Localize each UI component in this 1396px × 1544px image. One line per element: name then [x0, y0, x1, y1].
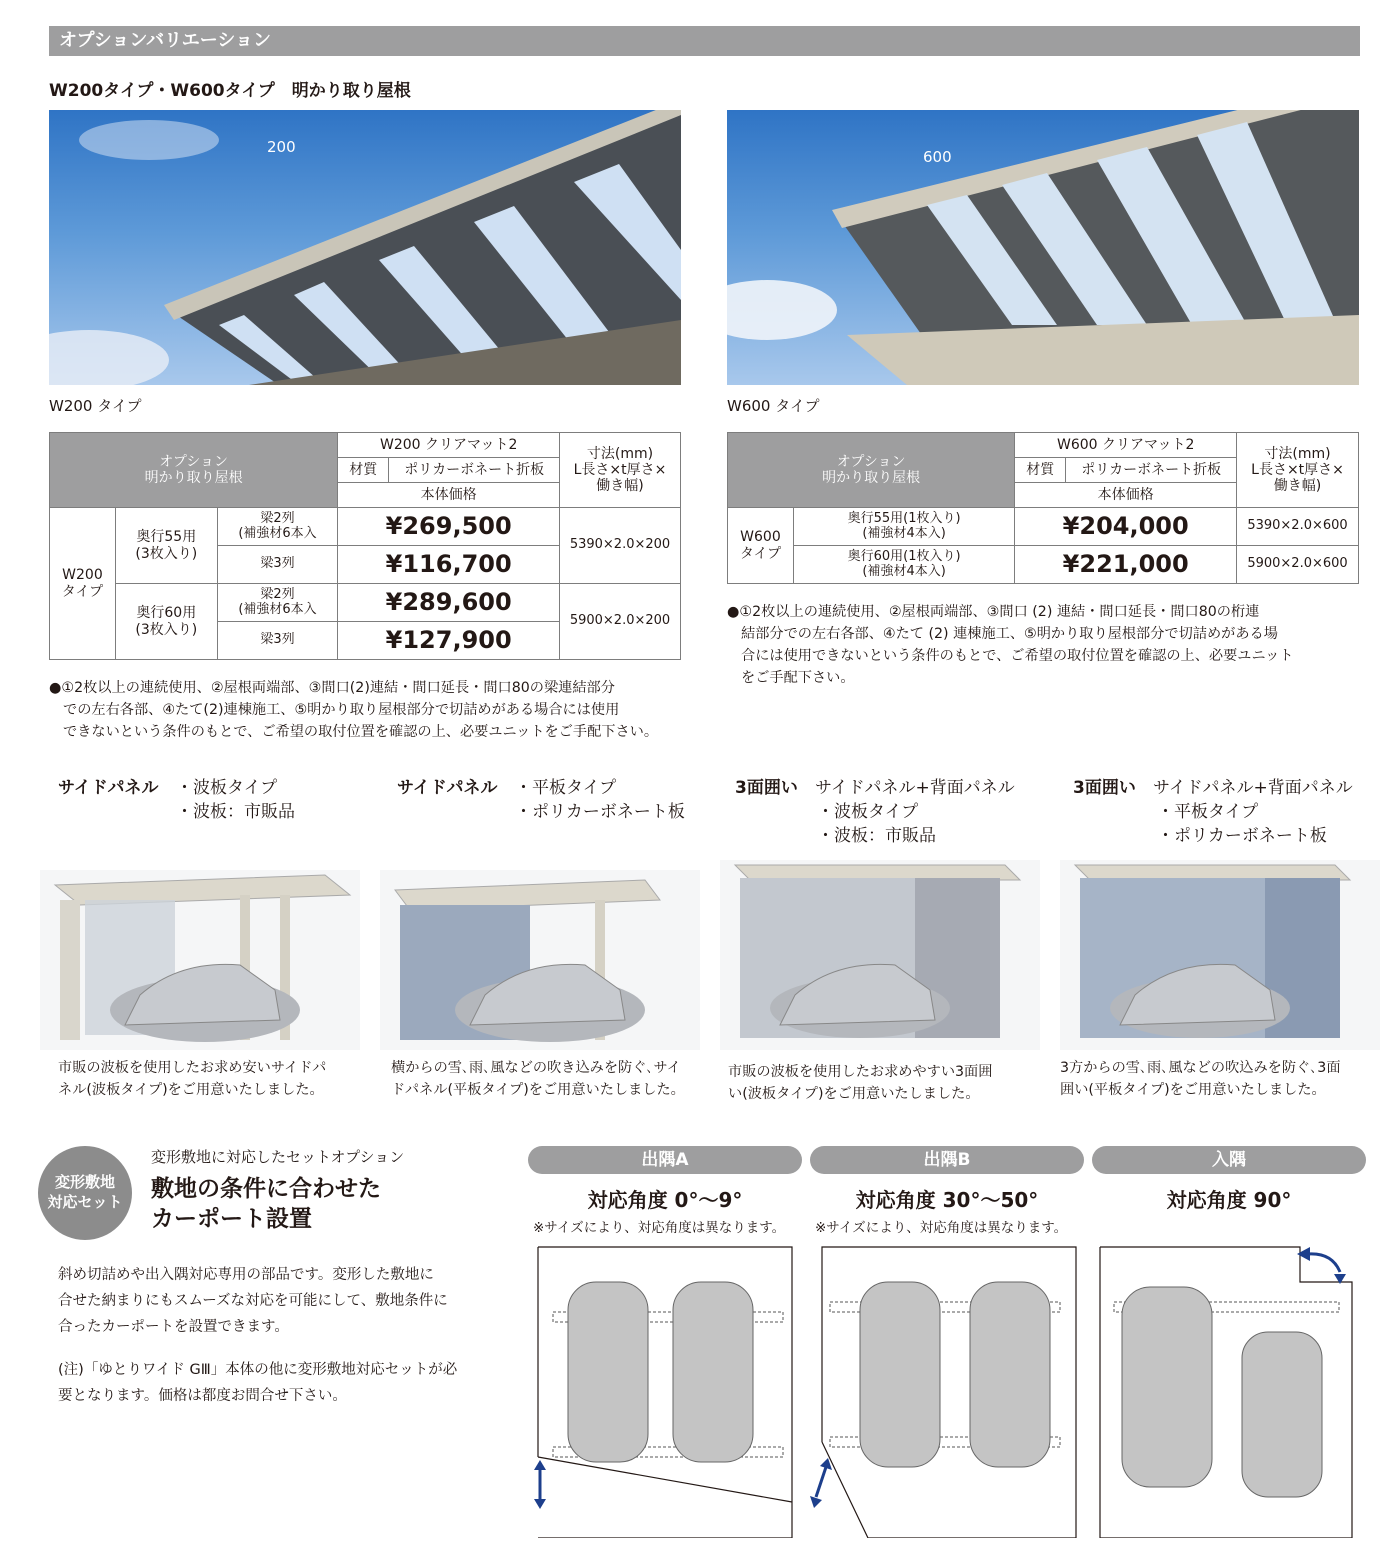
panel-2-title: [397, 776, 717, 822]
desc-note: (補強材4本入): [862, 525, 946, 541]
depth-count: (3枚入り): [135, 545, 198, 562]
deform-badge: [38, 1146, 132, 1240]
beam-label: 梁3列: [217, 622, 338, 660]
w600-price-table: [727, 432, 1359, 584]
corner-b-label: 出隅B: [810, 1146, 1084, 1174]
depth-label: 奥行60用: [136, 605, 197, 622]
material-label: 材質: [1015, 458, 1066, 483]
note-line: 合には使用できないという条件のもとで、ご希望の取付位置を確認の上、必要ユニット: [741, 648, 1294, 664]
corner-a-note: ※サイズにより、対応角度は異なります。: [533, 1220, 786, 1236]
corner-in-angle: 対応角度 90°: [1166, 1188, 1292, 1212]
size-header-line3: 働き幅): [1273, 478, 1322, 495]
beam-cell: [217, 584, 338, 622]
panel-spec: ・ポリカーボネート板: [1157, 826, 1327, 846]
desc-line: 3方からの雪､雨､風などの吹込みを防ぐ､3面: [1060, 1060, 1341, 1076]
price-value: ¥221,000: [1015, 546, 1237, 584]
size-header-line2: L長さ×t厚さ×: [573, 461, 667, 478]
dimension-label: 200: [267, 138, 296, 156]
panel-spec: サイドパネル+背面パネル: [1153, 778, 1353, 798]
desc-label: 奥行55用(1枚入り): [847, 510, 961, 526]
badge-line: 対応セット: [47, 1193, 123, 1211]
desc-cell: [793, 508, 1014, 546]
beam-note: (補強材6本入: [238, 601, 317, 617]
price-value: ¥289,600: [338, 584, 560, 622]
panel-spec: サイドパネル+背面パネル: [815, 778, 1015, 798]
beam-note: (補強材6本入: [238, 525, 317, 541]
price-value: ¥269,500: [338, 508, 560, 546]
note-line: 要となります。価格は都度お問合せ下さい。: [58, 1388, 347, 1404]
desc-note: (補強材4本入): [862, 563, 946, 579]
beam-label: 梁2列: [260, 586, 295, 602]
dimension-label: 600: [923, 148, 952, 166]
size-value: 5900×2.0×200: [560, 584, 681, 660]
type-label: W200: [62, 567, 103, 584]
size-value: 5390×2.0×600: [1237, 508, 1359, 546]
size-value: 5390×2.0×200: [560, 508, 681, 584]
note-line: できないという条件のもとで、ご希望の取付位置を確認の上、必要ユニットをご手配下さい。: [63, 724, 659, 740]
note-line: 結部分での左右各部、④たて (2) 連棟施工、⑤明かり取り屋根部分で切詰めがある場: [741, 626, 1278, 642]
headline-line: カーポート設置: [151, 1206, 312, 1232]
price-value: ¥204,000: [1015, 508, 1237, 546]
price-label: 本体価格: [338, 483, 560, 508]
panel-type: 3面囲い: [735, 778, 798, 798]
panel-4-title: [1073, 776, 1393, 846]
product-name: W600 クリアマット2: [1015, 433, 1237, 458]
size-header: 寸法(mm): [1264, 445, 1331, 462]
panel-1-title: [58, 776, 378, 822]
size-value: 5900×2.0×600: [1237, 546, 1359, 584]
depth-cell: [115, 584, 217, 660]
desc-line: ドパネル(平板タイプ)をご用意いたしました。: [391, 1082, 685, 1098]
desc-line: ネル(波板タイプ)をご用意いたしました。: [58, 1082, 324, 1098]
type-label-2: タイプ: [61, 583, 104, 600]
deform-body: [58, 1262, 448, 1340]
panel-spec: ・平板タイプ: [1157, 802, 1259, 822]
note-line: (注)「ゆとりワイド GⅢ」本体の他に変形敷地対応セットが必: [58, 1362, 458, 1378]
corner-in-diagram: [1092, 1242, 1366, 1538]
panel-spec: ・波板：市販品: [176, 802, 295, 822]
beam-label: 梁2列: [260, 510, 295, 526]
panel-1-desc: [58, 1057, 326, 1101]
deform-kicker: 変形敷地に対応したセットオプション: [151, 1148, 405, 1166]
material-label: 材質: [338, 458, 389, 483]
type-cell: [728, 508, 794, 584]
note-line: での左右各部、④たて(2)連棟施工、⑤明かり取り屋根部分で切詰めがある場合には使用: [63, 702, 620, 718]
panel-3-desc: [728, 1061, 992, 1105]
body-line: 合ったカーポートを設置できます。: [58, 1319, 289, 1335]
material-value: ポリカーボネート折板: [1066, 458, 1237, 483]
option-name: 明かり取り屋根: [822, 470, 921, 486]
panel-spec: ・波板タイプ: [817, 802, 919, 822]
panel-type: サイドパネル: [58, 778, 159, 798]
desc-line: い(波板タイプ)をご用意いたしました。: [728, 1086, 980, 1102]
w200-caption: W200 タイプ: [49, 397, 142, 415]
size-header-line2: L長さ×t厚さ×: [1251, 461, 1344, 478]
panel-spec: ・波板タイプ: [176, 778, 278, 798]
desc-line: 市販の波板を使用したお求めやすい3面囲: [728, 1064, 993, 1080]
panel-spec: ・ポリカーボネート板: [515, 802, 685, 822]
badge-line: 変形敷地: [54, 1173, 115, 1191]
w600-caption: W600 タイプ: [727, 397, 820, 415]
desc-label: 奥行60用(1枚入り): [847, 548, 961, 564]
desc-line: 横からの雪､雨､風などの吹き込みを防ぐ､サイ: [391, 1060, 681, 1076]
desc-line: 市販の波板を使用したお求め安いサイドパ: [58, 1060, 327, 1076]
type-cell: [50, 508, 116, 660]
desc-cell: [793, 546, 1014, 584]
depth-count: (3枚入り): [135, 621, 198, 638]
corner-a-angle: 対応角度 0°〜9°: [587, 1188, 743, 1212]
corner-a-diagram: [528, 1242, 802, 1538]
price-value: ¥127,900: [338, 622, 560, 660]
price-value: ¥116,700: [338, 546, 560, 584]
panel-type: 3面囲い: [1073, 778, 1136, 798]
carport-side-flat-image: [380, 870, 700, 1050]
headline-line: 敷地の条件に合わせた: [151, 1176, 381, 1202]
depth-cell: [115, 508, 217, 584]
panel-type: サイドパネル: [397, 778, 498, 798]
note-line: をご手配下さい。: [741, 670, 855, 686]
corner-b-note: ※サイズにより、対応角度は異なります。: [815, 1220, 1068, 1236]
depth-label: 奥行55用: [136, 529, 197, 546]
panel-2-desc: [391, 1057, 685, 1101]
w600-note: [727, 601, 1367, 689]
corner-a-label: 出隅A: [528, 1146, 802, 1174]
body-line: 斜め切詰めや出入隅対応専用の部品です。変形した敷地に: [58, 1267, 434, 1283]
option-name: 明かり取り屋根: [144, 470, 243, 486]
option-label: オプション: [159, 453, 229, 470]
option-label: オプション: [836, 453, 906, 470]
w200-note: [49, 677, 689, 743]
panel-3-title: [735, 776, 1055, 846]
beam-cell: [217, 508, 338, 546]
deform-headline: [151, 1174, 381, 1234]
panel-spec: ・波板：市販品: [817, 826, 936, 846]
panel-spec: ・平板タイプ: [515, 778, 617, 798]
corner-b-angle: 対応角度 30°〜50°: [855, 1188, 1039, 1212]
body-line: 合せた納まりにもスムーズな対応を可能にして、敷地条件に: [58, 1293, 448, 1309]
corner-in-label: 入隅: [1092, 1146, 1366, 1174]
size-header-line3: 働き幅): [596, 478, 644, 495]
type-label-2: タイプ: [739, 545, 782, 562]
carport-side-corrugated-image: [40, 870, 360, 1050]
panel-4-desc: [1060, 1057, 1341, 1101]
type-label: W600: [740, 529, 781, 546]
beam-label: 梁3列: [217, 546, 338, 584]
carport-3side-flat-image: [1060, 860, 1380, 1050]
section-title: オプションバリエーション: [49, 26, 1360, 56]
corner-b-diagram: [810, 1242, 1084, 1538]
material-value: ポリカーボネート折板: [389, 458, 560, 483]
deform-note: [58, 1357, 457, 1409]
note-line: ●①2枚以上の連続使用、②屋根両端部、③間口 (2) 連結・間口延長・間口80の桁連: [727, 604, 1260, 620]
product-name: W200 クリアマット2: [338, 433, 560, 458]
size-header: 寸法(mm): [586, 445, 654, 462]
carport-3side-corrugated-image: [720, 860, 1040, 1050]
desc-line: 囲い(平板タイプ)をご用意いたしました。: [1060, 1082, 1326, 1098]
w200-price-table: [49, 432, 681, 660]
w600-roof-photo: [727, 110, 1359, 385]
page-subtitle: W200タイプ・W600タイプ 明かり取り屋根: [49, 81, 411, 101]
price-label: 本体価格: [1015, 483, 1237, 508]
w200-roof-photo: [49, 110, 681, 385]
note-line: ●①2枚以上の連続使用、②屋根両端部、③間口(2)連結・間口延長・間口80の梁連結部分: [49, 680, 615, 696]
